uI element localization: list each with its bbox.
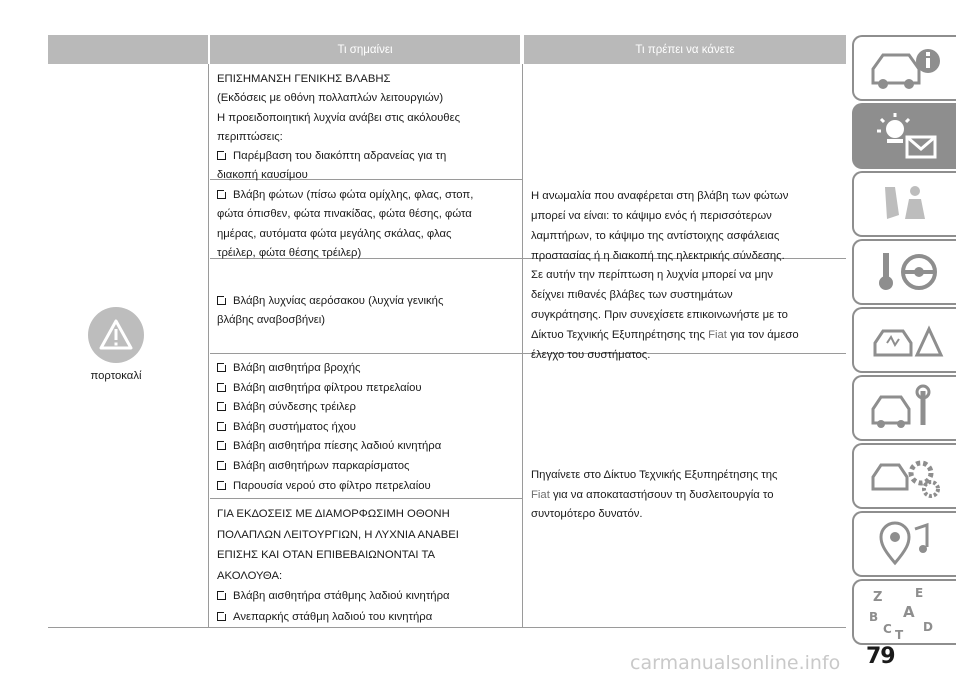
grid-line [208, 64, 209, 627]
car-gears-icon [865, 451, 945, 501]
bullet-text: Βλάβη αισθητήρα στάθμης λαδιού κινητήρα [233, 590, 450, 602]
checkbox-bullet-icon [217, 296, 226, 305]
key-steering-wheel-icon [865, 247, 945, 297]
row-oil-level [217, 504, 517, 627]
svg-text:B: B [869, 610, 879, 624]
tab-emergency[interactable] [852, 307, 956, 373]
bullet-text: Βλάβη σύνδεσης τρέιλερ [233, 401, 356, 414]
svg-text:E: E [915, 586, 924, 600]
bullet-item [217, 359, 517, 379]
bullet-item [217, 607, 517, 628]
svg-text:A: A [903, 603, 915, 621]
bullet-item [217, 418, 517, 438]
text-line: ΓΙΑ ΕΚΔΟΣΕΙΣ ΜΕ ΔΙΑΜΟΡΦΩΣΙΜΗ ΟΘΟΝΗ [217, 508, 450, 520]
bullet-text: Βλάβη συστήματος ήχου [233, 420, 356, 433]
text-line: τρέιλερ, φώτα θέσης τρέιλερ) [217, 246, 362, 259]
text-fragment: για τον άμεσο [726, 329, 799, 341]
text-line: έλεγχο του συστήματος. [531, 349, 651, 361]
tab-technical-data[interactable] [852, 443, 956, 509]
bullet-item [217, 477, 517, 497]
text-line: δείχνει πιθανές βλάβες των συστημάτων [531, 289, 733, 301]
text-line: διακοπή καυσίμου [217, 169, 308, 182]
shared-action [531, 466, 846, 525]
tab-warning-lights[interactable] [852, 103, 956, 169]
text-line: ΕΠΙΣΗΜΑΝΣΗ ΓΕΝΙΚΗΣ ΒΛΑΒΗΣ [217, 73, 391, 85]
header-blank [48, 35, 208, 64]
car-tools-icon [865, 383, 945, 433]
row-airbag-action [531, 265, 846, 365]
checkbox-bullet-icon [217, 441, 226, 450]
bullet-item [217, 186, 517, 205]
grid-line [48, 627, 846, 628]
bullet-text: Βλάβη αισθητήρων παρκαρίσματος [233, 459, 410, 472]
alphabet-index-icon [865, 585, 945, 639]
svg-text:D: D [923, 620, 933, 634]
checkbox-bullet-icon [217, 190, 226, 199]
page-number: 79 [866, 644, 895, 669]
text-line: προστασίας ή η διακοπή της ηλεκτρικής σύνδεσης. [531, 250, 785, 262]
row-lights-action [531, 186, 846, 266]
brand-name: Fiat [531, 488, 550, 501]
checkbox-bullet-icon [217, 402, 226, 411]
row-sensors-fault [217, 359, 517, 496]
indicator-color-label: πορτοκαλί [90, 370, 142, 382]
bullet-text: Βλάβη λυχνίας αερόσακου (λυχνία γενικής [233, 295, 444, 307]
bullet-text: Βλάβη φώτων (πίσω φώτα ομίχλης, φλας, στοπ, [233, 189, 474, 201]
checkbox-bullet-icon [217, 363, 226, 372]
tab-safety[interactable] [852, 171, 956, 237]
text-line: περιπτώσεις: [217, 130, 283, 143]
car-info-icon [865, 43, 945, 93]
svg-text:T: T [895, 628, 904, 639]
row-general-fault [217, 70, 517, 186]
bullet-text: Παρουσία νερού στο φίλτρο πετρελαίου [233, 479, 431, 492]
bullet-item [217, 379, 517, 399]
bullet-text: Βλάβη αισθητήρα βροχής [233, 362, 361, 374]
text-line: Πηγαίνετε στο Δίκτυο Τεχνικής Εξυπηρέτησης της [531, 469, 778, 481]
text-line [531, 486, 846, 506]
bullet-text: Βλάβη αισθητήρα φίλτρου πετρελαίου [233, 381, 422, 394]
text-line: συντομότερο δυνατόν. [531, 508, 643, 520]
text-line: βλάβης αναβοσβήνει) [217, 314, 326, 327]
checkbox-bullet-icon [217, 481, 226, 490]
car-crash-warning-icon [865, 315, 945, 365]
text-line: (Εκδόσεις με οθόνη πολλαπλών λειτουργιών) [217, 92, 444, 105]
warning-indicator [88, 307, 144, 363]
text-line: ΠΟΛΑΠΛΩΝ ΛΕΙΤΟΥΡΓΙΩΝ, Η ΛΥΧΝΙΑ ΑΝΑΒΕΙ [217, 528, 459, 541]
bullet-item [217, 586, 517, 607]
tab-multimedia[interactable] [852, 511, 956, 577]
tab-maintenance[interactable] [852, 375, 956, 441]
text-fragment: για να αποκαταστήσουν τη δυσλειτουργία το [549, 488, 774, 501]
header-action: Τι πρέπει να κάνετε [524, 35, 846, 64]
warning-triangle-icon [96, 315, 136, 355]
text-line [531, 325, 846, 345]
checkbox-bullet-icon [217, 383, 226, 392]
bullet-item [217, 457, 517, 477]
row-lights-fault [217, 186, 517, 263]
location-music-icon [865, 519, 945, 569]
bullet-text: Παρέμβαση του διακόπτη αδρανείας για τη [233, 150, 447, 163]
warning-light-message-icon [865, 111, 945, 161]
text-line: Η ανωμαλία που αναφέρεται στη βλάβη των φώτων [531, 190, 789, 202]
svg-text:C: C [883, 622, 892, 636]
svg-text:Z: Z [873, 590, 883, 605]
header-meaning: Τι σημαίνει [210, 35, 520, 64]
bullet-item [217, 292, 517, 311]
checkbox-bullet-icon [217, 612, 226, 621]
bullet-item [217, 437, 517, 457]
checkbox-bullet-icon [217, 591, 226, 600]
checkbox-bullet-icon [217, 151, 226, 160]
text-line: ΑΚΟΛΟΥΘΑ: [217, 569, 283, 582]
bullet-item [217, 398, 517, 418]
row-airbag-fault [217, 292, 517, 331]
text-line: συγκράτησης. Πριν συνεχίσετε επικοινωνήστε με το [531, 309, 788, 321]
tab-car-info[interactable] [852, 35, 956, 101]
watermark: carmanualsonline.info [630, 652, 841, 674]
text-line: Σε αυτήν την περίπτωση η λυχνία μπορεί να μην [531, 269, 774, 281]
text-line: μπορεί να είναι: το κάψιμο ενός ή περισσότερων [531, 210, 772, 222]
tab-starting-driving[interactable] [852, 239, 956, 305]
bullet-text: Βλάβη αισθητήρα πίεσης λαδιού κινητήρα [233, 440, 442, 453]
checkbox-bullet-icon [217, 461, 226, 470]
text-line: Η προειδοποιητική λυχνία ανάβει στις ακόλουθες [217, 111, 461, 124]
bullet-text: Ανεπαρκής στάθμη λαδιού του κινητήρα [233, 610, 433, 623]
grid-line [522, 64, 523, 627]
bullet-item [217, 147, 517, 166]
checkbox-bullet-icon [217, 422, 226, 431]
brand-name: Fiat [708, 329, 727, 341]
text-line: ΕΠΙΣΗΣ ΚΑΙ ΟΤΑΝ ΕΠΙΒΕΒΑΙΩΝΟΝΤΑΙ ΤΑ [217, 549, 436, 561]
airbag-seat-icon [865, 179, 945, 229]
text-fragment: Δίκτυο Τεχνικής Εξυπηρέτησης της [531, 329, 709, 341]
text-line: ημέρας, αυτόματα φώτα μεγάλης σκάλας, φλας [217, 227, 452, 240]
text-line: λαμπτήρων, το κάψιμο της αντίστοιχης ασφάλειας [531, 230, 780, 242]
tab-index[interactable] [852, 579, 956, 645]
grid-line [210, 498, 522, 499]
text-line: φώτα όπισθεν, φώτα πινακίδας, φώτα θέσης, φώτα [217, 208, 472, 221]
